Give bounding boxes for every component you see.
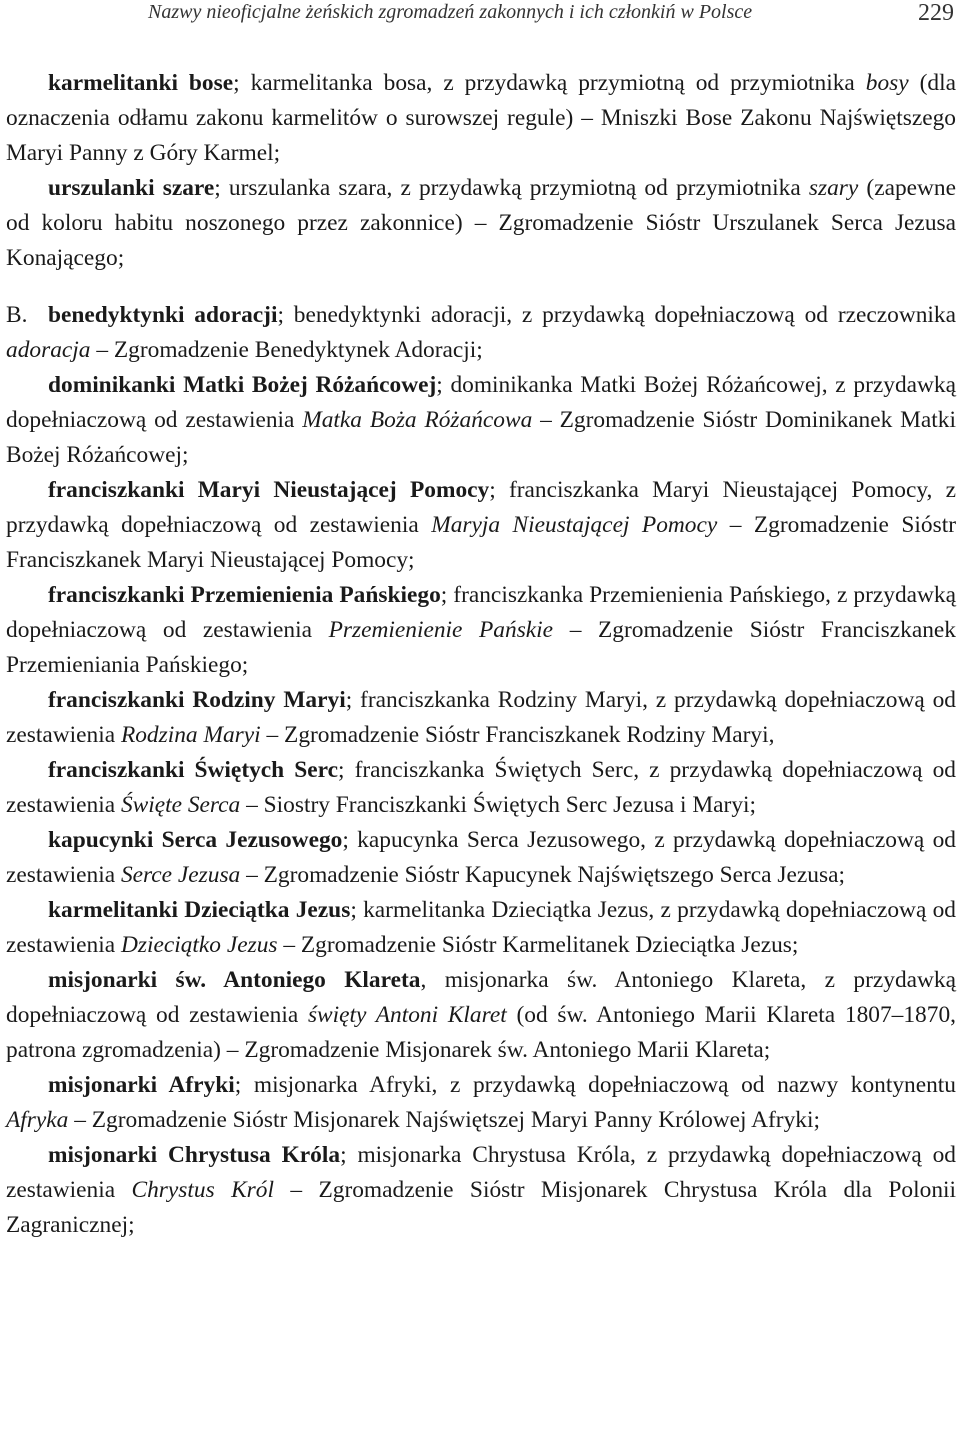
entry-text: – Zgromadzenie Sióstr Karmelitanek Dzieciątka Jezus;: [277, 932, 799, 958]
entry-misjonarki-chrystusa: [6, 1138, 956, 1243]
entry-text: ; urszulanka szara, z przydawką przymiotną od przymiotnika: [214, 175, 809, 201]
entry-text: – Zgromadzenie Sióstr Dominikanek Matki Bożej Różańcowej;: [6, 407, 956, 468]
entry-text: – Zgromadzenie Benedyktynek Adoracji;: [90, 337, 483, 363]
entry-text: ; misjonarka Chrystusa Króla, z przydawką dopełniaczową od zestawienia: [6, 1142, 956, 1203]
entry-misjonarki-klareta: [6, 963, 956, 1068]
entry-franciszkanki-maryi: [6, 473, 956, 578]
section-marker: B.: [6, 302, 28, 328]
entry-kapucynki: [6, 823, 956, 893]
entry-text: – Zgromadzenie Sióstr Misjonarek Najświętszej Maryi Panny Królowej Afryki;: [68, 1107, 820, 1133]
entry-source-phrase: szary: [808, 175, 859, 201]
entry-franciszkanki-przemienienia: [6, 578, 956, 683]
entry-text: ; karmelitanka bosa, z przydawką przymiotną od przymiotnika: [233, 70, 866, 96]
entry-term: franciszkanki Świętych Serc: [48, 757, 338, 783]
entry-source-phrase: Matka Boża Różańcowa: [302, 407, 533, 433]
entry-term: misjonarki Chrystusa Króla: [48, 1142, 341, 1168]
document-body: [6, 66, 956, 1243]
entry-franciszkanki-serc: [6, 753, 956, 823]
entry-term: franciszkanki Maryi Nieustającej Pomocy: [48, 477, 490, 503]
entry-text: ; kapucynka Serca Jezusowego, z przydawką dopełniaczową od zestawienia: [6, 827, 956, 888]
entry-term: karmelitanki bose: [48, 70, 234, 96]
entry-franciszkanki-rodziny: [6, 683, 956, 753]
entry-term: urszulanki szare: [48, 175, 215, 201]
entry-source-phrase: Przemienienie Pańskie: [328, 617, 554, 643]
entry-term: benedyktynki adoracji: [48, 302, 278, 328]
entry-dominikanki: [6, 368, 956, 473]
entry-term: franciszkanki Przemienienia Pańskiego: [48, 582, 441, 608]
entry-misjonarki-afryki: [6, 1068, 956, 1138]
entry-term: misjonarki św. Antoniego Klareta: [48, 967, 421, 993]
entry-text: (dla oznaczenia odłamu zakonu karmelitów o surowszej regule) – Mniszki Bose Zakonu Najświętszego Maryi Panny z Góry Karmel;: [6, 70, 956, 166]
page-header: [0, 0, 960, 40]
entry-text: ; franciszkanka Maryi Nieustającej Pomocy, z przydawką dopełniaczową od zestawienia: [6, 477, 956, 538]
page-number: 229: [918, 0, 954, 26]
entry-text: – Zgromadzenie Sióstr Franciszkanek Rodziny Maryi,: [260, 722, 775, 748]
entry-text: ; misjonarka Afryki, z przydawką dopełniaczową od nazwy kontynentu: [234, 1072, 956, 1098]
entry-source-phrase: adoracja: [6, 337, 91, 363]
entry-text: ; franciszkanka Świętych Serc, z przydawką dopełniaczową od zestawienia: [6, 757, 957, 818]
running-title: Nazwy nieoficjalne żeńskich zgromadzeń zakonnych i ich członkiń w Polsce: [148, 1, 753, 23]
entry-text: ; franciszkanka Rodziny Maryi, z przydawką dopełniaczową od zestawienia: [6, 687, 956, 748]
entry-term: franciszkanki Rodziny Maryi: [48, 687, 346, 713]
entry-term: dominikanki Matki Bożej Różańcowej: [48, 372, 437, 398]
entry-text: ; dominikanka Matki Bożej Różańcowej, z przydawką dopełniaczową od zestawienia: [6, 372, 956, 433]
entry-text: – Zgromadzenie Sióstr Franciszkanek Przemieniania Pańskiego;: [6, 617, 956, 678]
entry-source-phrase: święty Antoni Klaret: [307, 1002, 507, 1028]
entry-text: (zapewne od koloru habitu noszonego przez zakonnice) – Zgromadzenie Sióstr Urszulanek Serca Jezusa Konającego;: [6, 175, 957, 271]
entry-text: ; benedyktynki adoracji, z przydawką dopełniaczową od rzeczownika: [277, 302, 956, 328]
entry-benedyktynki-adoracji: [6, 298, 956, 368]
entry-term: kapucynki Serca Jezusowego: [48, 827, 343, 853]
entry-source-phrase: bosy: [865, 70, 909, 96]
entry-source-phrase: Maryja Nieustającej Pomocy: [431, 512, 718, 538]
entry-text: – Zgromadzenie Sióstr Kapucynek Najświętszego Serca Jezusa;: [240, 862, 845, 888]
entry-source-phrase: Serce Jezusa: [120, 862, 241, 888]
entry-text: – Zgromadzenie Sióstr Misjonarek Chrystusa Króla dla Polonii Zagranicznej;: [6, 1177, 957, 1238]
entry-term: karmelitanki Dzieciątka Jezus: [48, 897, 351, 923]
entry-urszulanki-szare: [6, 171, 956, 276]
entry-text: ; karmelitanka Dzieciątka Jezus, z przydawką dopełniaczową od zestawienia: [6, 897, 956, 958]
entry-text: – Zgromadzenie Sióstr Franciszkanek Maryi Nieustającej Pomocy;: [6, 512, 956, 573]
entry-text: ; franciszkanka Przemienienia Pańskiego, z przydawką dopełniaczową od zestawienia: [6, 582, 957, 643]
entry-source-phrase: Rodzina Maryi: [120, 722, 261, 748]
entry-source-phrase: Chrystus Król: [131, 1177, 274, 1203]
entry-karmelitanki-bose: [6, 66, 956, 171]
entry-text: – Siostry Franciszkanki Świętych Serc Jezusa i Maryi;: [240, 792, 757, 818]
entry-text: (od św. Antoniego Marii Klareta 1807–1870, patrona zgromadzenia) – Zgromadzenie Misjonarek św. Antoniego Marii Klareta;: [6, 1002, 956, 1063]
entry-term: misjonarki Afryki: [48, 1072, 235, 1098]
entry-source-phrase: Afryka: [6, 1107, 69, 1133]
entry-source-phrase: Dzieciątko Jezus: [120, 932, 278, 958]
entry-text: , misjonarka św. Antoniego Klareta, z przydawką dopełniaczową od zestawienia: [6, 967, 956, 1028]
entry-source-phrase: Święte Serca: [120, 792, 241, 818]
entry-karmelitanki-dzieciatka: [6, 893, 956, 963]
